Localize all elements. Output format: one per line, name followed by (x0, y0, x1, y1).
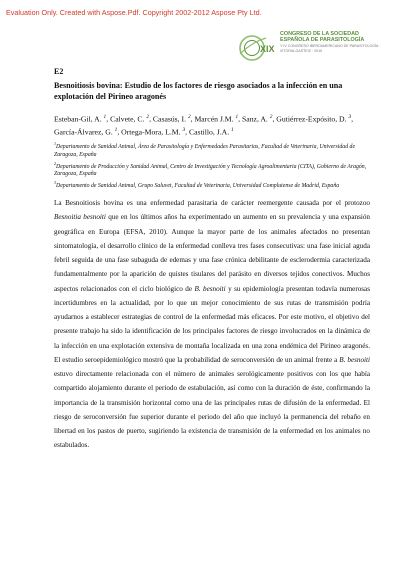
affiliation: $^3$Departamento de Sanidad Animal, Grupo Saluvet, Facultad de Veterinaria, Universidad Complutense de Madrid, España (54, 180, 340, 189)
congress-roman-numeral: XIX (260, 44, 275, 54)
author-name: Sanz, A. (242, 114, 270, 124)
species-name: Besnoitia besnoiti (54, 213, 106, 222)
affiliation-list (54, 140, 374, 191)
congress-name-line2: ESPAÑOLA DE PARASITOLOGÍA (280, 37, 365, 44)
author-affiliation-mark: 1 (103, 114, 107, 120)
author-affiliation-mark: 2 (269, 114, 273, 120)
species-name: B. besnoiti (339, 355, 370, 364)
author-name: García-Álvarez, G. (54, 127, 115, 137)
author-name: Esteban-Gil, A. (54, 114, 104, 124)
congress-subtitle: Y IV CONGRESO IBEROAMERICANO DE PARASITOLOGÍA · VITORIA-GASTEIZ · 2015 (280, 44, 381, 53)
affiliation: $^1$Departamento de Sanidad Animal, Área de Parasitología y Enfermedades Parasitarias, Facultad de Veterinaria, Universidad de Zaragoza, España (54, 141, 356, 158)
author-name: Casasús, I. (152, 114, 188, 124)
body-segment: La Besnoitiosis bovina es una enfermedad parasitaria de carácter reemergente causada por el protozoo (54, 199, 370, 207)
author-name: Ortega-Mora, L.M. (121, 127, 183, 137)
author-affiliation-mark: 1 (231, 127, 234, 134)
body-segment: y su epidemiología presentan todavía numerosas incertidumbres en la actualidad, por lo que un mejor conocimiento de sus rutas de transmisión podría ayudarnos a establecer estrategias de control de la enfermedad más eficaces. Por este motivo, el objetivo del presente trabajo ha sido la identificación de los principales factores de riesgo involucrados en la dinámica de la infección en una explotación extensiva de montaña localizada en una zona endémica del Pirineo aragonés. El estudio seroepidemiológico mostró que la probabilidad de seroconversión de un animal frente a (54, 284, 370, 364)
congress-logo (236, 30, 386, 66)
author-affiliation-mark: 2 (146, 114, 150, 120)
abstract-title: Besnoitiosis bovina: Estudio de los factores de riesgo asociados a la infección en una explotación del Pirineo aragonés (54, 81, 343, 101)
abstract-code: E2 (54, 67, 64, 76)
author-name: Calvete, C. (110, 114, 147, 124)
abstract-body (54, 196, 370, 453)
author-name: Marcén J.M. (194, 114, 236, 124)
body-segment: que en los últimos años ha experimentado un aumento en su prevalencia y una expansión geográfica en Europa (EFSA, 2010). Aunque la mayor parte de los animales afectados no presentan sintomatología, el desarrollo clínico de la enfermedad conlleva tres fases consecutivas: una fase inicial aguda febril seguida de una fase subaguda de edemas y una fase crónica debilitante de esclerodermia caracterizada fundamentalmente por la aparición de quistes tisulares del parásito en diversos tejidos conectivos. Muchos aspectos relacionados con el ciclo biológico de (54, 213, 370, 293)
author-affiliation-mark: 3 (348, 114, 352, 120)
author-affiliation-mark: 1 (114, 127, 118, 134)
author-affiliation-mark: 2 (187, 114, 191, 120)
body-segment: estuvo directamente relacionada con el número de animales serológicamente positivos con los que había compartido alojamiento durante el periodo de estabulación, así como con la duración de éste, confirmando la importancia de la transmisión horizontal como una de las principales rutas de difusión de la enfermedad. El riesgo de seroconversión fue superior durante el periodo del año que incluyó la permanencia del rebaño en libertad en los pastos de puerto, sugiriendo la existencia de transmisión de la enfermedad en los animales no estabulados. (54, 370, 370, 450)
author-affiliation-mark: 1 (235, 114, 239, 120)
author-affiliation-mark: 3 (182, 127, 186, 134)
species-name: B. besnoiti (194, 284, 226, 293)
evaluation-watermark: Evaluation Only. Created with Aspose.Pdf. Copyright 2002-2012 Aspose Pty Ltd. (6, 8, 262, 17)
congress-name-line1: CONGRESO DE LA SOCIEDAD (280, 31, 359, 37)
author-list: Esteban-Gil, A. $^1$, Calvete, C. $^2$, Casasús, I. $^2$, Marcén J.M. $^1$, Sanz, A. $^2$, Gutiérrez-Expósito, D. $^3$, García-Álvarez, G. $^1$, Ortega-Mora, L.M. $^3$, Castillo, J.A. $^1$ (54, 114, 354, 137)
author-name: Gutiérrez-Expósito, D. (276, 114, 349, 124)
author-name: Castillo, J.A. (188, 127, 232, 137)
congress-emblem-icon (236, 32, 276, 64)
affiliation: $^2$Departamento de Producción y Sanidad Animal, Centro de Investigación y Tecnología Agroalimentaria (CITA), Gobierno de Aragón, Zaragoza, España (54, 160, 367, 178)
